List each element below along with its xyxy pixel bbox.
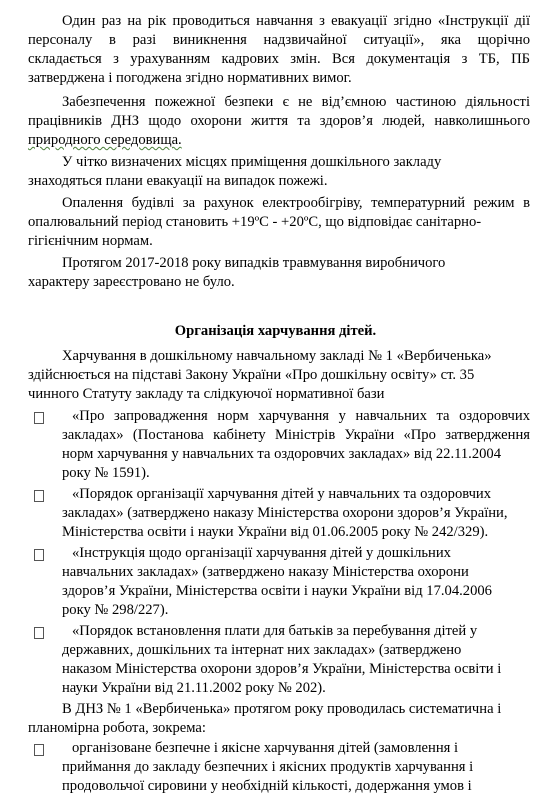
list-item (62, 485, 530, 542)
text-line: гігієнічним нормам. (28, 233, 153, 249)
text-line: «Порядок організації харчування дітей у навчальних та оздоровчих (72, 486, 492, 502)
text-line: року № 1591). (62, 465, 150, 481)
text-line: здійснюється на підставі Закону України «Про дошкільну освіту» ст. 35 (28, 367, 475, 383)
text-line: науки України від 21.11.2002 року № 202). (62, 680, 326, 696)
text-line: продовольчої сировини у необхідній кількості, додержання умов і (62, 778, 472, 794)
text-line: опалювальний період становить +19ºС - +20ºС, що відповідає санітарно- (28, 214, 482, 230)
text-line: В ДНЗ № 1 «Вербиченька» протягом року проводилась систематична і (62, 701, 502, 717)
section-heading: Організація харчування дітей. (174, 323, 377, 339)
paragraph-heating (28, 194, 530, 251)
list-item (62, 739, 530, 796)
text-line: приймання до закладу безпечних і якісних продуктів харчування і (62, 759, 474, 775)
bullet-square-icon (34, 549, 44, 561)
paragraph-nutrition-basis (28, 347, 530, 404)
text-line: працівників ДНЗ щодо охорони життя та здоров’я людей, навколишнього (28, 113, 530, 129)
text-line: «Інструкція щодо організації харчування дітей у дошкільних (72, 545, 451, 561)
text-line: природного середовища. (28, 132, 182, 148)
paragraph-systematic-work (28, 700, 530, 738)
list-item (62, 544, 530, 620)
text-line: Забезпечення пожежної безпеки є не від’ємною частиною діяльності (62, 94, 530, 110)
text-line: чинного Статуту закладу та слідкуючої нормативної бази (28, 386, 385, 402)
text-line: складається з урахуванням кадрових змін. Вся документація з ТБ, ПБ (28, 51, 530, 67)
text-line: Харчування в дошкільному навчальному закладі № 1 «Вербиченька» (62, 348, 492, 364)
text-line: «Про запровадження норм харчування у навчальних та оздоровчих (72, 408, 530, 424)
text-line: року № 298/227). (62, 602, 169, 618)
list-item (62, 622, 530, 698)
text-line: характеру зареєстровано не було. (28, 274, 235, 290)
text-line: навчальних закладах» (затверджено наказу Міністерства охорони (62, 564, 469, 580)
text-line: У чітко визначених місцях приміщення дошкільного закладу (62, 154, 442, 170)
text-line: знаходяться плани евакуації на випадок пожежі. (28, 173, 328, 189)
text-line: здоров’я України, Міністерства освіти і науки України від 17.04.2006 (62, 583, 492, 599)
text-line: закладах» (Постанова кабінету Міністрів України «Про затвердження (62, 427, 530, 443)
text-line: планомірна робота, зокрема: (28, 720, 206, 736)
list-item (62, 407, 530, 483)
bullet-square-icon (34, 744, 44, 756)
text-line: персоналу в разі виникнення надзвичайної ситуації», яка щорічно (28, 32, 530, 48)
text-line: закладах» (затверджено наказу Міністерства охорони здоров’я України, (62, 505, 508, 521)
text-line: Опалення будівлі за рахунок електрообігріву, температурний режим в (62, 195, 530, 211)
text-line: державних, дошкільних та інтернат них закладах» (затверджено (62, 642, 462, 658)
text-line: Один раз на рік проводиться навчання з евакуації згідно «Інструкції дії (62, 13, 530, 29)
bullet-square-icon (34, 627, 44, 639)
text-line: Міністерства освіти і науки України від 01.06.2005 року № 242/329). (62, 524, 489, 540)
text-line: «Порядок встановлення плати для батьків за перебування дітей у (72, 623, 478, 639)
text-line: організоване безпечне і якісне харчування дітей (замовлення і (72, 740, 459, 756)
paragraph-injuries (28, 254, 530, 292)
paragraph-evacuation-plans (28, 153, 530, 191)
text-line: наказом Міністерства охорони здоров’я України, Міністерства освіти і (62, 661, 502, 677)
text-line: норм харчування у навчальних та оздоровчих закладах» від 22.11.2004 (62, 446, 502, 462)
paragraph-fire-safety (28, 93, 530, 150)
bullet-square-icon (34, 412, 44, 424)
text-line: затверджена і погоджена згідно нормативних вимог. (28, 70, 352, 86)
paragraph-evacuation-training (28, 12, 530, 88)
text-line: Протягом 2017-2018 року випадків травмування виробничого (62, 255, 446, 271)
bullet-square-icon (34, 490, 44, 502)
